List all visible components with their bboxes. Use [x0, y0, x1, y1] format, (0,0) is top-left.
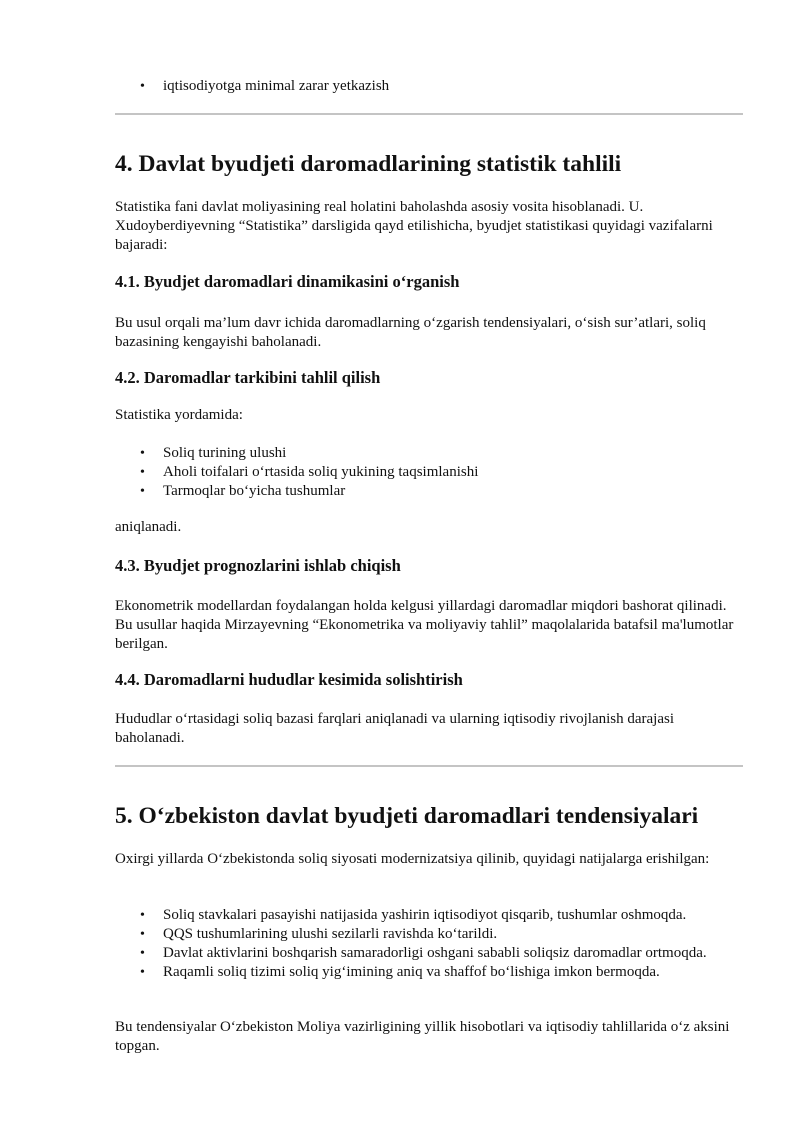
- list-item: • Davlat aktivlarini boshqarish samaradorligi oshgani sababli soliqsiz daromadlar ortmoqda.: [115, 944, 743, 963]
- list-item: • Soliq turining ulushi: [115, 444, 743, 463]
- subsection-4-2-title: 4.2. Daromadlar tarkibini tahlil qilish: [115, 368, 381, 387]
- list-item: • QQS tushumlarining ulushi sezilarli ravishda ko‘tarildi.: [115, 925, 743, 944]
- list-item: • Aholi toifalari o‘rtasida soliq yukining taqsimlanishi: [115, 463, 743, 482]
- horizontal-rule: [115, 113, 743, 115]
- subsection-4-1-text: Bu usul orqali ma’lum davr ichida daromadlarning o‘zgarish tendensiyalari, o‘sish sur’atlari, soliq bazasining kengayishi baholanadi.: [115, 315, 706, 350]
- subsection-4-3-title: 4.3. Byudjet prognozlarini ishlab chiqish: [115, 556, 401, 575]
- section-5-intro: Oxirgi yillarda O‘zbekistonda soliq siyosati modernizatsiya qilinib, quyidagi natijalarga erishilgan:: [115, 851, 710, 867]
- list-item: • Tarmoqlar bo‘yicha tushumlar: [115, 482, 743, 501]
- section-4-intro: Statistika fani davlat moliyasining real holatini baholashda asosiy vosita hisoblanadi. U. Xudoyberdiyevning “Statistika” darsligida qayd etilishicha, byudjet statistikasi quyidagi vazifalarni bajaradi:: [115, 199, 713, 253]
- subsection-4-1-title: 4.1. Byudjet daromadlari dinamikasini o‘rganish: [115, 272, 460, 291]
- subsection-4-2-text: Statistika yordamida:: [115, 407, 243, 423]
- list-item: • Soliq stavkalari pasayishi natijasida yashirin iqtisodiyot qisqarib, tushumlar oshmoqda.: [115, 906, 743, 925]
- list-item: • iqtisodiyotga minimal zarar yetkazish: [115, 77, 389, 96]
- section-5-title: 5. O‘zbekiston davlat byudjeti daromadlari tendensiyalari: [115, 803, 699, 829]
- subsection-4-4-text: Hududlar o‘rtasidagi soliq bazasi farqlari aniqlanadi va ularning iqtisodiy rivojlanish darajasi baholanadi.: [115, 711, 675, 746]
- bullet-list: [115, 906, 743, 982]
- list-item: • Raqamli soliq tizimi soliq yig‘imining aniq va shaffof bo‘lishiga imkon bermoqda.: [115, 963, 743, 982]
- subsection-4-3-text: Ekonometrik modellardan foydalangan holda kelgusi yillardagi daromadlar miqdori bashorat qilinadi. Bu usullar haqida Mirzayevning “Ekonometrika va moliyaviy tahlil” maqolalarida batafsil ma'lumotlar berilgan.: [115, 598, 734, 652]
- subsection-4-4-title: 4.4. Daromadlarni hududlar kesimida solishtirish: [115, 670, 463, 689]
- section-5-outro: Bu tendensiyalar O‘zbekiston Moliya vazirligining yillik hisobotlari va iqtisodiy tahlillarida o‘z aksini topgan.: [115, 1019, 730, 1054]
- bullet-list: [115, 444, 743, 501]
- section-4-title: 4. Davlat byudjeti daromadlarining statistik tahlili: [115, 151, 622, 177]
- bullet-list: [115, 77, 389, 96]
- subsection-4-2-after: aniqlanadi.: [115, 519, 182, 535]
- horizontal-rule: [115, 765, 743, 767]
